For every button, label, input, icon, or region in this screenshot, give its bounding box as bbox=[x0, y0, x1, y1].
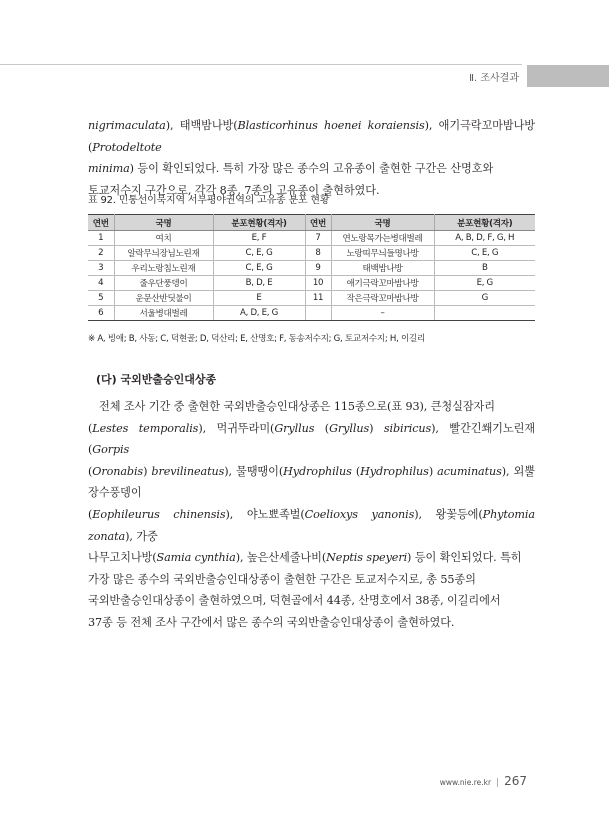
text-span: ), 야노뾰족벌( bbox=[225, 507, 305, 521]
header-cell: 분포현황(격자) bbox=[434, 215, 535, 231]
species-name: acuminatus bbox=[437, 464, 502, 478]
page-footer bbox=[440, 770, 527, 789]
table-cell: 우리노랑침노린재 bbox=[114, 261, 213, 276]
header-cell: 연번 bbox=[88, 215, 114, 231]
footer-url: www.nie.re.kr bbox=[439, 778, 492, 787]
table-cell: 작은극락꼬마밤나방 bbox=[331, 291, 434, 306]
text-span: ) bbox=[369, 421, 384, 435]
table-cell: 7 bbox=[305, 231, 331, 246]
table-cell: 줄우단풍뎅이 bbox=[114, 276, 213, 291]
species-name: Eophileurus chinensis bbox=[92, 507, 226, 521]
species-name: minima bbox=[88, 162, 130, 176]
table-cell: B bbox=[434, 261, 535, 276]
table-cell: E bbox=[213, 291, 305, 306]
table-cell: E, F bbox=[213, 231, 305, 246]
text-span: ), 왕꽃등에( bbox=[414, 507, 483, 521]
species-name: Oronabis bbox=[92, 464, 144, 478]
species-name: Coelioxys yanonis bbox=[304, 507, 415, 521]
page-number: 267 bbox=[504, 774, 527, 788]
species-name: Lestes temporalis bbox=[92, 421, 199, 435]
page-header bbox=[0, 0, 609, 88]
intro-line-1 bbox=[88, 115, 535, 158]
table-cell: 1 bbox=[88, 231, 114, 246]
body-line-5 bbox=[88, 547, 535, 569]
table-cell: 노랑띠무늬들명나방 bbox=[331, 246, 434, 261]
table-cell: 9 bbox=[305, 261, 331, 276]
text-span: ), 높은산세줄나비( bbox=[235, 551, 327, 565]
table-cell: 8 bbox=[305, 246, 331, 261]
text-span: ( bbox=[88, 464, 93, 478]
footer-separator: | bbox=[496, 778, 500, 788]
header-tab bbox=[527, 65, 609, 87]
table-cell: 5 bbox=[88, 291, 114, 306]
text-span: ), 가중 bbox=[125, 529, 158, 543]
table-cell: 태백밤나방 bbox=[331, 261, 434, 276]
header-cell: 분포현황(격자) bbox=[213, 215, 305, 231]
text-span: ), 먹귀뚜라미( bbox=[198, 421, 275, 435]
text-span: ( bbox=[351, 464, 361, 478]
body-line-3 bbox=[88, 461, 535, 504]
text-span: ) bbox=[143, 464, 152, 478]
species-name: Samia cynthia bbox=[156, 551, 236, 565]
text-span: ) 등이 확인되었다. 특히 가장 많은 종수의 고유종이 출현한 구간은 산명호와 bbox=[129, 162, 494, 176]
header-cell: 국명 bbox=[114, 215, 213, 231]
intro-paragraph bbox=[88, 115, 535, 201]
chapter-label: Ⅱ. 조사결과 bbox=[469, 73, 519, 84]
body-line-6: 가장 많은 종수의 국외반출승인대상종이 출현한 구간은 토교저수지로, 총 55종의 bbox=[88, 572, 476, 586]
text-span: ( bbox=[314, 421, 330, 435]
table-cell: 4 bbox=[88, 276, 114, 291]
species-name: Neptis speyeri bbox=[326, 551, 408, 565]
body-line-8: 37종 등 전체 조사 구간에서 많은 종수의 국외반출승인대상종이 출현하였다. bbox=[88, 615, 455, 629]
table-cell bbox=[305, 306, 331, 321]
table-header-row bbox=[88, 215, 535, 231]
text-span: ( bbox=[88, 421, 93, 435]
text-span: ), 애기극락꼬마밤나방( bbox=[88, 119, 536, 154]
table-row bbox=[88, 261, 535, 276]
species-name: sibiricus bbox=[383, 421, 432, 435]
text-span: ( bbox=[88, 507, 93, 521]
text-span: ), 빨간긴쐐기노린재( bbox=[88, 421, 535, 457]
species-name: Gorpis bbox=[92, 443, 130, 457]
intro-line-2 bbox=[88, 158, 535, 180]
species-name: Gryllus bbox=[274, 421, 315, 435]
table-cell: 알락무늬장님노린재 bbox=[114, 246, 213, 261]
table-cell: 11 bbox=[305, 291, 331, 306]
header-cell: 연번 bbox=[305, 215, 331, 231]
section-heading: (다) 국외반출승인대상종 bbox=[96, 373, 217, 386]
intro-line-3: 토교저수지 구간으로, 각각 8종, 7종의 고유종이 출현하였다. bbox=[88, 183, 380, 197]
species-name: Phytomia zonata bbox=[88, 507, 535, 543]
text-span: ), 물땡땡이( bbox=[224, 464, 284, 478]
header-rule bbox=[0, 64, 522, 65]
table-caption: 표 92. 민통선이북지역 서부평야권역의 고유종 분포 현황 bbox=[88, 195, 330, 206]
table-cell: C, E, G bbox=[213, 246, 305, 261]
table-cell: 여치 bbox=[114, 231, 213, 246]
species-name: nigrimaculata bbox=[88, 119, 166, 132]
table-cell: 서울병대벌레 bbox=[114, 306, 213, 321]
table-cell: C, E, G bbox=[213, 261, 305, 276]
table-cell: A, D, E, G bbox=[213, 306, 305, 321]
table-cell: 6 bbox=[88, 306, 114, 321]
table-cell: 10 bbox=[305, 276, 331, 291]
text-span: 나무고치나방( bbox=[88, 551, 157, 565]
species-name: Blasticorhinus hoenei koraiensis bbox=[237, 119, 425, 132]
table-row bbox=[88, 246, 535, 261]
text-span: ), 태백밤나방( bbox=[165, 119, 238, 132]
table-row bbox=[88, 276, 535, 291]
table-cell: G bbox=[434, 291, 535, 306]
species-name: Hydrophilus bbox=[360, 464, 429, 478]
species-name: Hydrophilus bbox=[283, 464, 352, 478]
endemic-species-table bbox=[88, 214, 535, 321]
body-line-7: 국외반출승인대상종이 출현하였으며, 덕현골에서 44종, 산명호에서 38종, 이길리에서 bbox=[88, 594, 501, 608]
body-line-1: 전체 조사 기간 중 출현한 국외반출승인대상종은 115종으로(표 93), 큰청실잠자리 bbox=[99, 400, 495, 413]
table-row bbox=[88, 231, 535, 246]
species-name: Gryllus bbox=[329, 421, 370, 435]
table-row bbox=[88, 306, 535, 321]
body-line-2 bbox=[88, 418, 535, 461]
table-cell: E, G bbox=[434, 276, 535, 291]
header-cell: 국명 bbox=[331, 215, 434, 231]
table-row bbox=[88, 291, 535, 306]
table-cell bbox=[434, 306, 535, 321]
table-cell: 연노랑목가는병대벌레 bbox=[331, 231, 434, 246]
table-cell: 운문산반딧불이 bbox=[114, 291, 213, 306]
table-cell: B, D, E bbox=[213, 276, 305, 291]
species-name: brevilineatus bbox=[151, 464, 225, 478]
table-cell: A, B, D, F, G, H bbox=[434, 231, 535, 246]
text-span: ) bbox=[428, 464, 438, 478]
body-paragraph bbox=[88, 396, 535, 634]
text-span: ), 외뿔장수풍뎅이 bbox=[88, 464, 535, 500]
table-cell: – bbox=[331, 306, 434, 321]
table-cell: 2 bbox=[88, 246, 114, 261]
table-footnote: ※ A, 빙애; B, 사동; C, 덕현골; D, 덕산리; E, 산명호; F, 동송저수지; G, 토교저수지; H, 이길리 bbox=[88, 334, 425, 344]
table-cell: 3 bbox=[88, 261, 114, 276]
body-line-4 bbox=[88, 504, 535, 547]
table-cell: C, E, G bbox=[434, 246, 535, 261]
table-cell: 애기극락꼬마밤나방 bbox=[331, 276, 434, 291]
text-span: ) 등이 확인되었다. 특히 bbox=[407, 551, 522, 565]
species-name: Protodeltote bbox=[92, 140, 162, 154]
